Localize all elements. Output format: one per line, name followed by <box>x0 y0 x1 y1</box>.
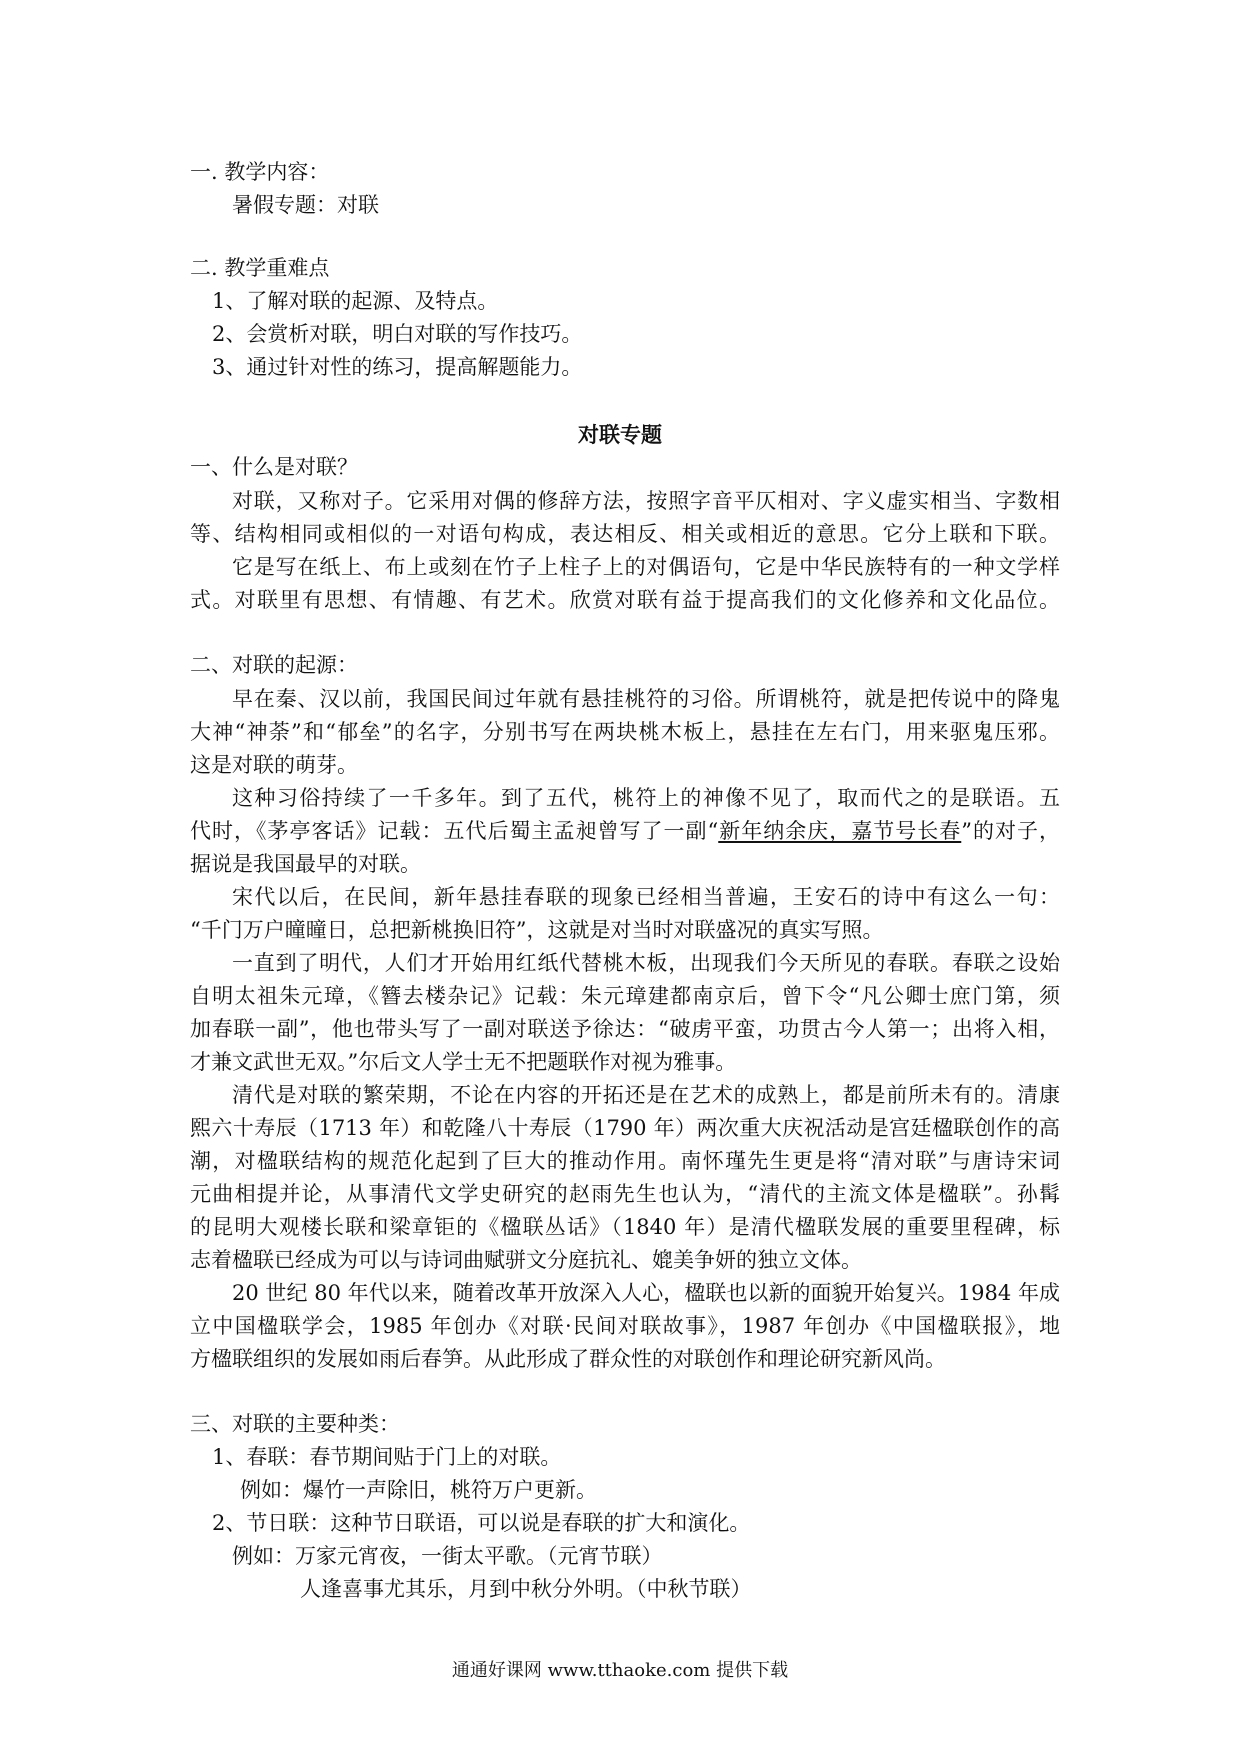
paragraph-line: 元曲相提并论，从事清代文学史研究的赵雨先生也认为，“清代的主流文体是楹联”。孙髯 <box>190 1182 1060 1206</box>
paragraph-line: 据说是我国最早的对联。 <box>190 852 421 876</box>
paragraph-line: 志着楹联已经成为可以与诗词曲赋骈文分庭抗礼、媲美争妍的独立文体。 <box>190 1248 862 1272</box>
paragraph-line: 清代是对联的繁荣期，不论在内容的开拓还是在艺术的成熟上，都是前所未有的。清康 <box>232 1083 1060 1107</box>
line-text: ”的对子， <box>961 819 1061 843</box>
part1-heading: 一、什么是对联？ <box>190 455 358 479</box>
example-line: 例如：万家元宵夜，一街太平歌。（元宵节联） <box>232 1544 663 1568</box>
goal-item: 1、了解对联的起源、及特点。 <box>212 289 499 313</box>
paragraph-line: 等、结构相同或相似的一对语句构成，表达相反、相关或相近的意思。它分上联和下联。 <box>190 522 1060 546</box>
goal-item: 3、通过针对性的练习，提高解题能力。 <box>212 355 583 379</box>
paragraph-line: “千门万户曈曈日，总把新桃换旧符”，这就是对当时对联盛况的真实写照。 <box>190 918 884 942</box>
page-title: 对联专题 <box>578 422 662 447</box>
paragraph-line: 这种习俗持续了一千多年。到了五代，桃符上的神像不见了，取而代之的是联语。五 <box>232 786 1060 810</box>
quoted-couplet: 新年纳余庆，嘉节号长春 <box>718 819 962 843</box>
paragraph-line: 对联，又称对子。它采用对偶的修辞方法，按照字音平仄相对、字义虚实相当、字数相 <box>232 489 1060 513</box>
paragraph-line: 的昆明大观楼长联和梁章钜的《楹联丛话》（1840 年）是清代楹联发展的重要里程碑，标 <box>190 1215 1060 1239</box>
goal-item: 2、会赏析对联，明白对联的写作技巧。 <box>212 322 583 346</box>
part3-heading: 三、对联的主要种类： <box>190 1412 400 1436</box>
paragraph-line: 方楹联组织的发展如雨后春笋。从此形成了群众性的对联创作和理论研究新风尚。 <box>190 1347 946 1371</box>
example-line: 人逢喜事尤其乐，月到中秋分外明。（中秋节联） <box>300 1577 752 1601</box>
paragraph-line <box>190 816 1060 846</box>
list-item: 1、春联：春节期间贴于门上的对联。 <box>212 1445 562 1469</box>
paragraph-line: 熙六十寿辰（1713 年）和乾隆八十寿辰（1790 年）两次重大庆祝活动是宫廷楹联创作的高 <box>190 1116 1060 1140</box>
line-text: 代时，《茅亭客话》记载：五代后蜀主孟昶曾写了一副“ <box>190 819 719 843</box>
example-line: 例如：爆竹一声除旧，桃符万户更新。 <box>240 1478 597 1502</box>
paragraph-line: 才兼文武世无双。”尔后文人学士无不把题联作对视为雅事。 <box>190 1050 737 1074</box>
paragraph-line: 加春联一副”，他也带头写了一副对联送予徐达：“破虏平蛮，功贯古今人第一；出将入相， <box>190 1017 1060 1041</box>
paragraph-line: 式。对联里有思想、有情趣、有艺术。欣赏对联有益于提高我们的文化修养和文化品位。 <box>190 588 1060 612</box>
section-heading-difficulty: 二. 教学重难点 <box>190 256 330 280</box>
footer-text: 通通好课网 www.tthaoke.com 提供下载 <box>451 1660 789 1681</box>
part2-heading: 二、对联的起源： <box>190 653 358 677</box>
section-heading-content: 一. 教学内容： <box>190 160 330 184</box>
paragraph-line: 立中国楹联学会，1985 年创办《对联·民间对联故事》，1987 年创办《中国楹联报》，地 <box>190 1314 1060 1338</box>
paragraph-line: 这是对联的萌芽。 <box>190 753 358 777</box>
paragraph-line: 一直到了明代，人们才开始用红纸代替桃木板，出现我们今天所见的春联。春联之设始 <box>232 951 1060 975</box>
content-item: 暑假专题：对联 <box>232 193 379 217</box>
paragraph-line: 它是写在纸上、布上或刻在竹子上柱子上的对偶语句，它是中华民族特有的一种文学样 <box>232 555 1060 579</box>
list-item: 2、节日联：这种节日联语，可以说是春联的扩大和演化。 <box>212 1511 751 1535</box>
paragraph-line: 潮，对楹联结构的规范化起到了巨大的推动作用。南怀瑾先生更是将“清对联”与唐诗宋词 <box>190 1149 1060 1173</box>
paragraph-line: 早在秦、汉以前，我国民间过年就有悬挂桃符的习俗。所谓桃符，就是把传说中的降鬼 <box>232 687 1060 711</box>
paragraph-line: 宋代以后，在民间，新年悬挂春联的现象已经相当普遍，王安石的诗中有这么一句： <box>232 885 1060 909</box>
paragraph-line: 大神“神荼”和“郁垒”的名字，分别书写在两块桃木板上，悬挂在左右门，用来驱鬼压邪。 <box>190 720 1060 744</box>
paragraph-line: 20 世纪 80 年代以来，随着改革开放深入人心，楹联也以新的面貌开始复兴。1984 年成 <box>232 1281 1060 1305</box>
paragraph-line: 自明太祖朱元璋，《簪去楼杂记》记载：朱元璋建都南京后，曾下令“凡公卿士庶门第，须 <box>190 984 1060 1008</box>
